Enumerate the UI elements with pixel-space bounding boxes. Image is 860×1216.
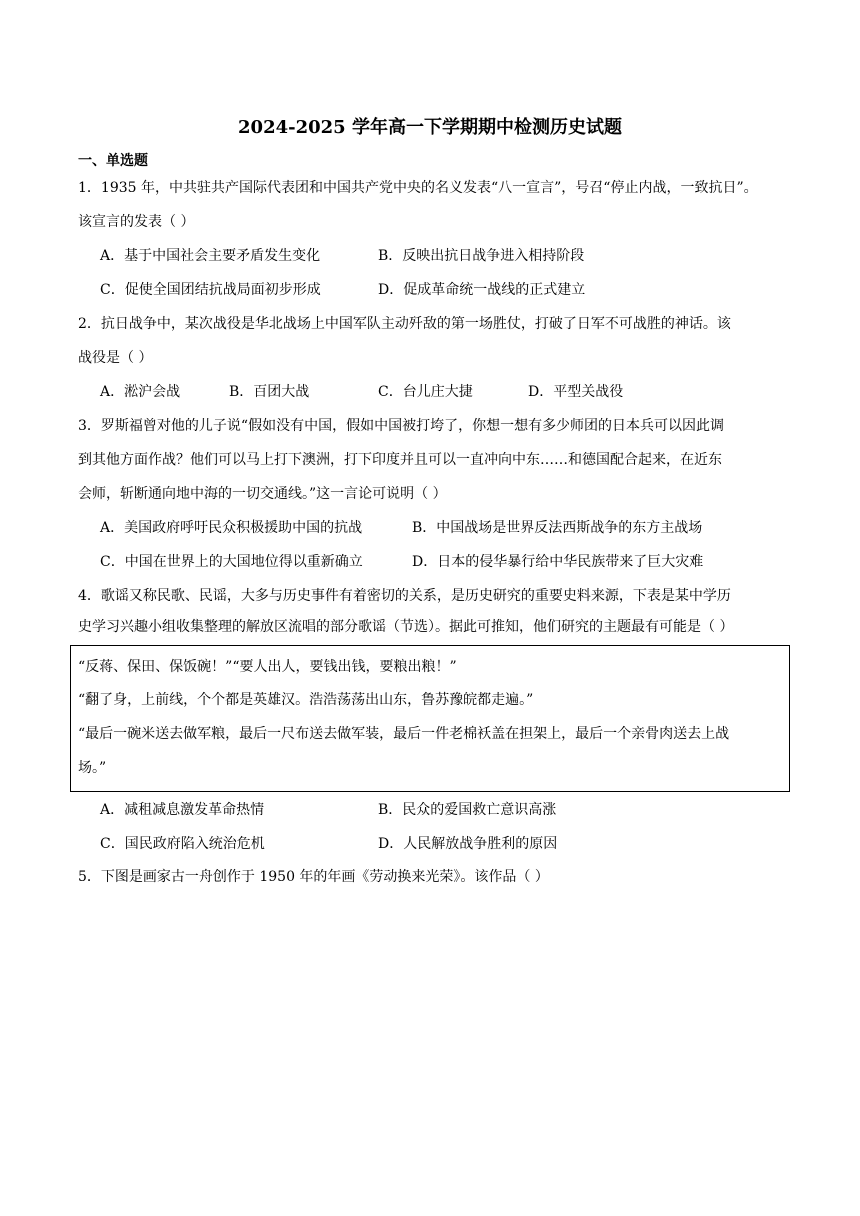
- quote-line-3: “最后一碗米送去做军粮，最后一尺布送去做军装，最后一件老棉袄盖在担架上，最后一个亲骨肉送去上战: [78, 726, 730, 742]
- question-1-option-d[interactable]: D．促成革命统一战线的正式建立: [378, 282, 586, 298]
- question-4-option-a[interactable]: A．减租减息激发革命热情: [100, 802, 265, 818]
- question-3-stem-line-3: 会师，斩断通向地中海的一切交通线。”这一言论可说明（ ）: [78, 486, 447, 502]
- question-3-stem-line-1: 3．罗斯福曾对他的儿子说“假如没有中国，假如中国被打垮了，你想一想有多少师团的日本兵可以因此调: [78, 418, 725, 434]
- question-3-stem-line-2: 到其他方面作战？他们可以马上打下澳洲，打下印度并且可以一直冲向中东……和德国配合起来，在近东: [78, 452, 722, 468]
- question-1-stem-line-1: 1．1935 年，中共驻共产国际代表团和中国共产党中央的名义发表“八一宣言”，号召“停止内战，一致抗日”。: [78, 180, 758, 196]
- question-2-option-c[interactable]: C．台儿庄大捷: [378, 384, 473, 400]
- question-4-stem-line-1: 4．歌谣又称民歌、民谣，大多与历史事件有着密切的关系，是历史研究的重要史料来源，下表是某中学历: [78, 588, 731, 604]
- question-2-stem-line-2: 战役是（ ）: [78, 350, 153, 366]
- question-1-stem-line-2: 该宣言的发表（ ）: [78, 214, 195, 230]
- question-4-option-d[interactable]: D．人民解放战争胜利的原因: [378, 836, 558, 852]
- quote-line-2: “翻了身，上前线，个个都是英雄汉。浩浩荡荡出山东，鲁苏豫皖都走遍。”: [78, 692, 534, 708]
- section-heading: 一、单选题: [78, 153, 148, 169]
- quote-line-1: “反蒋、保田、保饭碗！”“要人出人，要钱出钱，要粮出粮！”: [78, 659, 457, 675]
- question-2-option-b[interactable]: B．百团大战: [229, 384, 310, 400]
- question-4-option-c[interactable]: C．国民政府陷入统治危机: [100, 836, 265, 852]
- question-3-option-d[interactable]: D．日本的侵华暴行给中华民族带来了巨大灾难: [412, 554, 704, 570]
- question-2-option-d[interactable]: D．平型关战役: [528, 384, 624, 400]
- question-5-stem-line-1: 5．下图是画家古一舟创作于 1950 年的年画《劳动换来光荣》。该作品（ ）: [78, 869, 549, 885]
- question-1-option-a[interactable]: A．基于中国社会主要矛盾发生变化: [100, 248, 321, 264]
- quote-line-4: 场。”: [78, 760, 107, 776]
- question-2-option-a[interactable]: A．淞沪会战: [100, 384, 181, 400]
- question-3-option-a[interactable]: A．美国政府呼吁民众积极援助中国的抗战: [100, 520, 363, 536]
- question-1-option-b[interactable]: B．反映出抗日战争进入相持阶段: [378, 248, 585, 264]
- page-title: 2024-2025 学年高一下学期期中检测历史试题: [238, 117, 622, 138]
- question-4-stem-line-2: 史学习兴趣小组收集整理的解放区流唱的部分歌谣（节选）。据此可推知，他们研究的主题最有可能是（ ）: [78, 619, 734, 635]
- question-1-option-c[interactable]: C．促使全国团结抗战局面初步形成: [100, 282, 321, 298]
- question-2-stem-line-1: 2．抗日战争中，某次战役是华北战场上中国军队主动歼敌的第一场胜仗，打破了日军不可战胜的神话。该: [78, 316, 731, 332]
- question-4-option-b[interactable]: B．民众的爱国救亡意识高涨: [378, 802, 557, 818]
- question-3-option-c[interactable]: C．中国在世界上的大国地位得以重新确立: [100, 554, 363, 570]
- question-3-option-b[interactable]: B．中国战场是世界反法西斯战争的东方主战场: [412, 520, 703, 536]
